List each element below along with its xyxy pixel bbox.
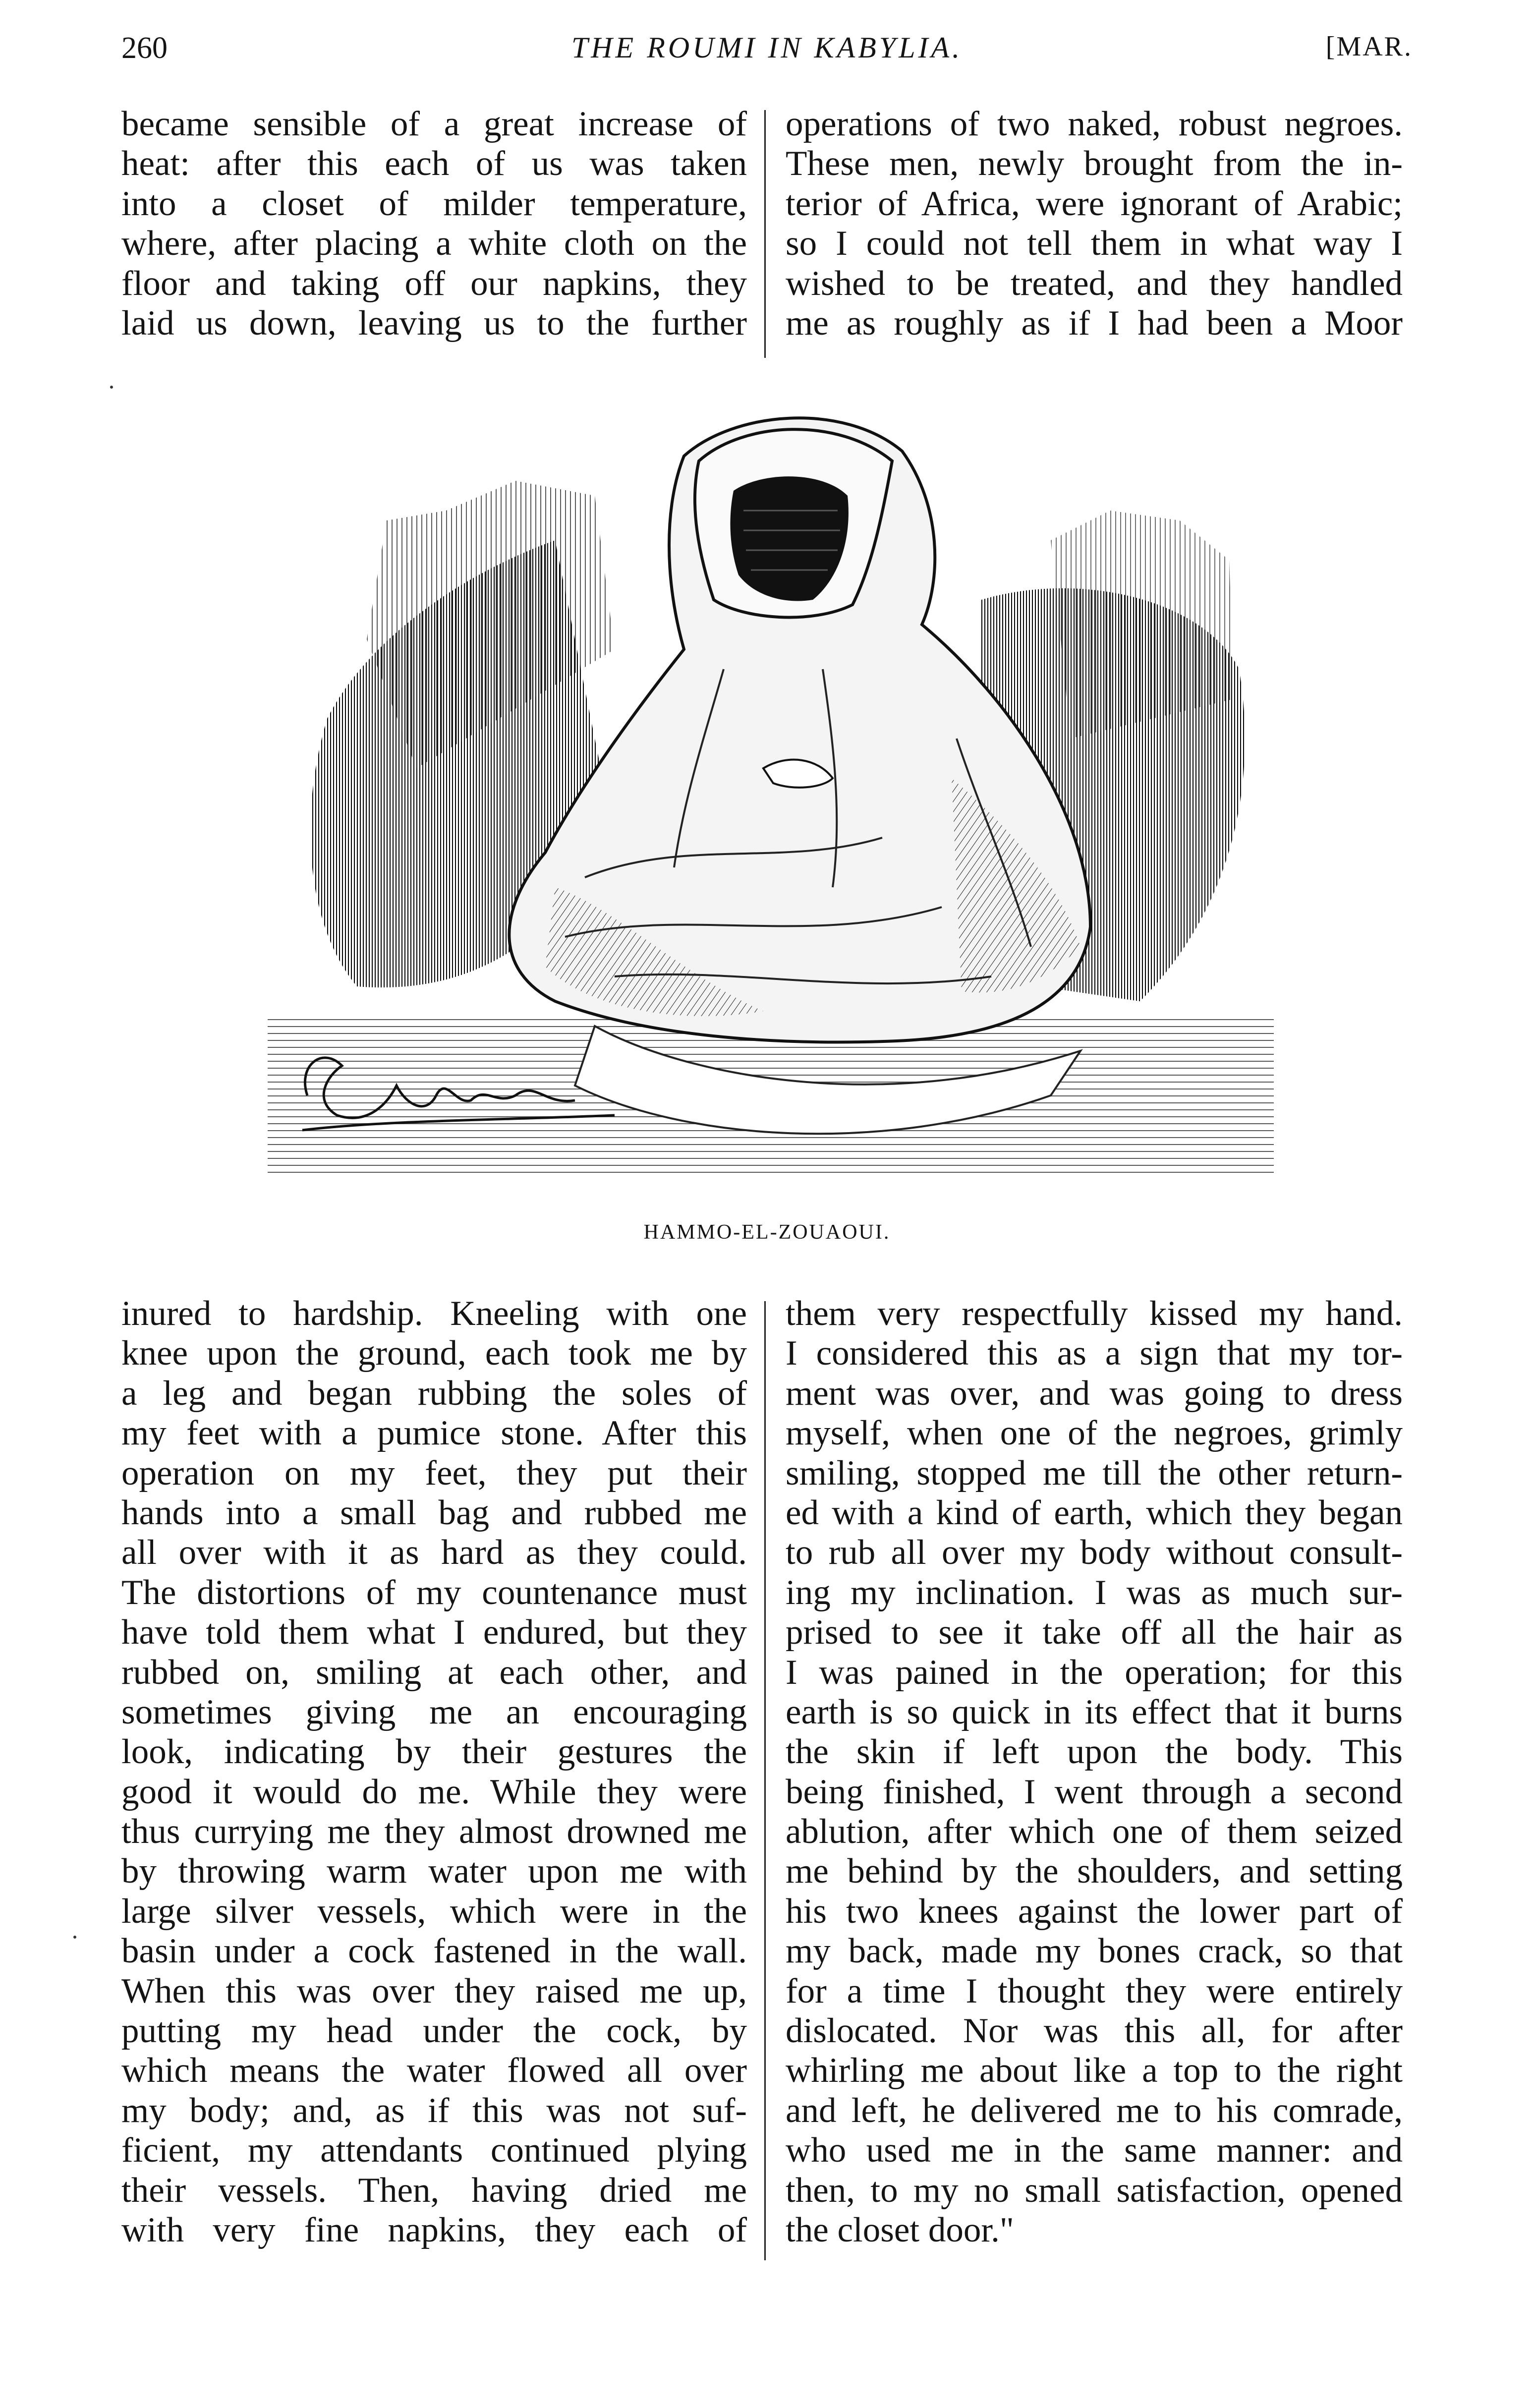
text-line: whirling me about like a top to the right <box>786 2051 1403 2090</box>
text-line: wished to be treated, and they handled <box>786 264 1403 303</box>
stray-mark <box>110 386 113 389</box>
page-number: 260 <box>121 31 168 65</box>
text-line: prised to see it take off all the hair as <box>786 1613 1403 1652</box>
text-line: my feet with a pumice stone. After this <box>121 1414 747 1453</box>
text-line: the closet door." <box>786 2210 1014 2249</box>
text-line: I was pained in the operation; for this <box>786 1653 1403 1692</box>
figure-caption: HAMMO-EL-ZOUAOUI. <box>643 1221 891 1244</box>
bottom-right-column <box>786 1294 1403 2250</box>
text-line: to rub all over my body without consult- <box>786 1533 1403 1572</box>
month-label: [MAR. <box>1325 31 1413 62</box>
text-line: all over with it as hard as they could. <box>121 1533 747 1572</box>
text-line: by throwing warm water upon me with <box>121 1852 747 1891</box>
text-line: look, indicating by their gestures the <box>121 1732 747 1772</box>
text-line: ment was over, and was going to dress <box>786 1374 1403 1413</box>
text-line: ficient, my attendants continued plying <box>121 2131 747 2170</box>
text-line: being finished, I went through a second <box>786 1772 1403 1811</box>
text-line: earth is so quick in its effect that it burns <box>786 1692 1403 1731</box>
text-line: putting my head under the cock, by <box>121 2011 747 2051</box>
text-line: me behind by the shoulders, and setting <box>786 1852 1403 1891</box>
text-line: ing my inclination. I was as much sur- <box>786 1573 1403 1612</box>
text-line: large silver vessels, which were in the <box>121 1892 747 1931</box>
text-line: dislocated. Nor was this all, for after <box>786 2011 1403 2051</box>
bottom-column-rule <box>764 1301 766 2260</box>
text-line: their vessels. Then, having dried me <box>121 2171 747 2210</box>
text-line: and left, he delivered me to his comrade, <box>786 2091 1403 2130</box>
text-line: inured to hardship. Kneeling with one <box>121 1294 747 1333</box>
engraving-illustration <box>238 392 1304 1224</box>
text-line: knee upon the ground, each took me by <box>121 1334 747 1373</box>
text-line: the skin if left upon the body. This <box>786 1732 1403 1772</box>
top-column-rule <box>764 110 766 358</box>
top-left-column <box>121 104 747 343</box>
bottom-left-column <box>121 1294 747 2250</box>
text-line: became sensible of a great increase of <box>121 105 747 143</box>
text-line: a leg and began rubbing the soles of <box>121 1374 747 1413</box>
text-line: basin under a cock fastened in the wall. <box>121 1932 747 1971</box>
text-line: The distortions of my countenance must <box>121 1573 747 1612</box>
text-line: with very fine napkins, they each of <box>121 2210 747 2249</box>
hatch-backdrop-right <box>1051 511 1234 739</box>
text-line: my body; and, as if this was not suf- <box>121 2091 747 2130</box>
text-line: my back, made my bones crack, so that <box>786 1932 1403 1971</box>
text-line: his two knees against the lower part of <box>786 1892 1403 1931</box>
text-line: rubbed on, smiling at each other, and <box>121 1653 747 1692</box>
text-line: These men, newly brought from the in- <box>786 144 1403 183</box>
text-line: so I could not tell them in what way I <box>786 224 1403 263</box>
text-line: them very respectfully kissed my hand. <box>786 1294 1403 1333</box>
text-line: operation on my feet, they put their <box>121 1453 747 1492</box>
text-line: ablution, after which one of them seized <box>786 1812 1403 1851</box>
text-line: ed with a kind of earth, which they began <box>786 1493 1403 1532</box>
text-line: myself, when one of the negroes, grimly <box>786 1414 1403 1453</box>
running-title: THE ROUMI IN KABYLIA. <box>571 31 963 64</box>
text-line: have told them what I endured, but they <box>121 1613 747 1652</box>
text-line: heat: after this each of us was taken <box>121 144 747 183</box>
top-right-column <box>786 104 1403 343</box>
text-line: terior of Africa, were ignorant of Arabic; <box>786 184 1403 223</box>
text-line: into a closet of milder temperature, <box>121 184 747 223</box>
text-line: smiling, stopped me till the other return- <box>786 1453 1403 1492</box>
stray-mark <box>73 1936 76 1939</box>
text-line: for a time I thought they were entirely <box>786 1971 1403 2010</box>
text-line: hands into a small bag and rubbed me <box>121 1493 747 1532</box>
running-head <box>121 31 1413 70</box>
text-line: who used me in the same manner: and <box>786 2131 1403 2170</box>
text-line: operations of two naked, robust negroes. <box>786 105 1403 143</box>
text-line: thus currying me they almost drowned me <box>121 1812 747 1851</box>
text-line: where, after placing a white cloth on the <box>121 224 747 263</box>
text-line: me as roughly as if I had been a Moor <box>786 303 1403 343</box>
text-line: good it would do me. While they were <box>121 1772 747 1811</box>
text-line: floor and taking off our napkins, they <box>121 264 747 303</box>
text-line: then, to my no small satisfaction, opened <box>786 2171 1403 2210</box>
text-line: sometimes giving me an encouraging <box>121 1692 747 1731</box>
text-line: laid us down, leaving us to the further <box>121 303 747 343</box>
text-line: which means the water flowed all over <box>121 2051 747 2090</box>
text-line: I considered this as a sign that my tor- <box>786 1334 1403 1373</box>
text-line: When this was over they raised me up, <box>121 1971 747 2010</box>
